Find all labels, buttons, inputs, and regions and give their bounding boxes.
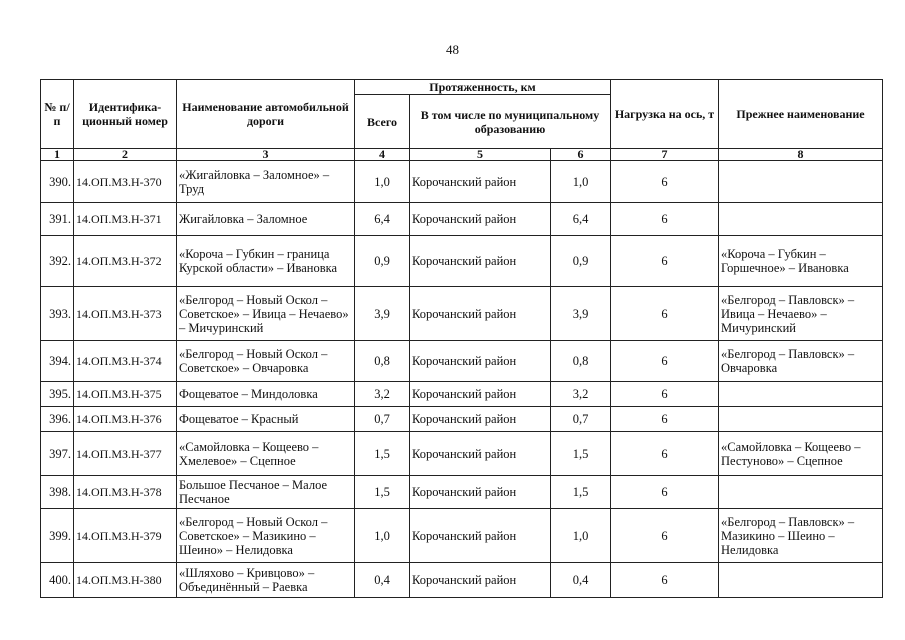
table-body <box>41 161 883 598</box>
road-name: «Белгород – Новый Оскол – Советское» – Овчаровка <box>177 341 355 382</box>
header-prev: Прежнее наименование <box>719 80 883 149</box>
road-name: «Белгород – Новый Оскол – Советское» – Ивица – Нечаево» – Мичуринский <box>177 287 355 341</box>
axle-load: 6 <box>611 432 719 476</box>
axle-load: 6 <box>611 236 719 287</box>
district: Корочанский район <box>410 203 551 236</box>
previous-name: «Белгород – Павловск» – Мазикино – Шеино – Нелидовка <box>719 509 883 563</box>
previous-name <box>719 161 883 203</box>
row-number: 391. <box>41 203 74 236</box>
previous-name: «Короча – Губкин – Горшечное» – Ивановка <box>719 236 883 287</box>
previous-name <box>719 407 883 432</box>
page-number: 48 <box>446 42 459 57</box>
table-header <box>41 80 883 161</box>
row-number: 390. <box>41 161 74 203</box>
road-id: 14.ОП.МЗ.Н-373 <box>74 287 177 341</box>
header-ident: Идентифика-ционный номер <box>74 80 177 149</box>
table-row <box>41 236 883 287</box>
road-name: Фощеватое – Миндоловка <box>177 382 355 407</box>
district: Корочанский район <box>410 407 551 432</box>
col-number: 5 <box>410 149 551 161</box>
total-length: 0,4 <box>355 563 410 598</box>
axle-load: 6 <box>611 509 719 563</box>
district-length: 0,8 <box>551 341 611 382</box>
district-length: 0,7 <box>551 407 611 432</box>
road-name: Жигайловка – Заломное <box>177 203 355 236</box>
district-length: 6,4 <box>551 203 611 236</box>
total-length: 1,5 <box>355 432 410 476</box>
header-name: Наименование автомобильной дороги <box>177 80 355 149</box>
road-name: «Самойловка – Кощеево – Хмелевое» – Сцепное <box>177 432 355 476</box>
road-id: 14.ОП.МЗ.Н-374 <box>74 341 177 382</box>
row-number: 395. <box>41 382 74 407</box>
axle-load: 6 <box>611 382 719 407</box>
total-length: 0,8 <box>355 341 410 382</box>
district-length: 1,5 <box>551 432 611 476</box>
previous-name <box>719 476 883 509</box>
total-length: 3,2 <box>355 382 410 407</box>
row-number: 394. <box>41 341 74 382</box>
axle-load: 6 <box>611 407 719 432</box>
row-number: 398. <box>41 476 74 509</box>
district-length: 3,2 <box>551 382 611 407</box>
col-number: 7 <box>611 149 719 161</box>
col-number: 3 <box>177 149 355 161</box>
roads-table <box>40 79 883 598</box>
district: Корочанский район <box>410 161 551 203</box>
district-length: 1,0 <box>551 161 611 203</box>
road-id: 14.ОП.МЗ.Н-377 <box>74 432 177 476</box>
table-row <box>41 287 883 341</box>
total-length: 6,4 <box>355 203 410 236</box>
header-load: Нагрузка на ось, т <box>611 80 719 149</box>
total-length: 3,9 <box>355 287 410 341</box>
previous-name: «Самойловка – Кощеево – Пестуново» – Сцепное <box>719 432 883 476</box>
column-numbers-row <box>41 149 883 161</box>
road-id: 14.ОП.МЗ.Н-371 <box>74 203 177 236</box>
road-name: «Жигайловка – Заломное» – Труд <box>177 161 355 203</box>
district-length: 3,9 <box>551 287 611 341</box>
total-length: 1,0 <box>355 161 410 203</box>
road-name: «Короча – Губкин – граница Курской области» – Ивановка <box>177 236 355 287</box>
table-row <box>41 203 883 236</box>
col-number: 1 <box>41 149 74 161</box>
header-total: Всего <box>355 95 410 149</box>
district-length: 1,5 <box>551 476 611 509</box>
table-row <box>41 563 883 598</box>
district-length: 1,0 <box>551 509 611 563</box>
row-number: 393. <box>41 287 74 341</box>
header-num: № п/п <box>41 80 74 149</box>
road-name: Фощеватое – Красный <box>177 407 355 432</box>
previous-name <box>719 203 883 236</box>
axle-load: 6 <box>611 341 719 382</box>
row-number: 396. <box>41 407 74 432</box>
axle-load: 6 <box>611 476 719 509</box>
previous-name: «Белгород – Павловск» – Овчаровка <box>719 341 883 382</box>
road-id: 14.ОП.МЗ.Н-370 <box>74 161 177 203</box>
table-row <box>41 432 883 476</box>
col-number: 2 <box>74 149 177 161</box>
row-number: 399. <box>41 509 74 563</box>
district: Корочанский район <box>410 287 551 341</box>
district: Корочанский район <box>410 432 551 476</box>
district: Корочанский район <box>410 563 551 598</box>
row-number: 397. <box>41 432 74 476</box>
road-id: 14.ОП.МЗ.Н-380 <box>74 563 177 598</box>
district-length: 0,4 <box>551 563 611 598</box>
previous-name <box>719 382 883 407</box>
district: Корочанский район <box>410 509 551 563</box>
road-id: 14.ОП.МЗ.Н-375 <box>74 382 177 407</box>
axle-load: 6 <box>611 563 719 598</box>
district: Корочанский район <box>410 236 551 287</box>
header-length: Протяженность, км <box>355 80 611 95</box>
header-incl: В том числе по муниципальному образованию <box>410 95 611 149</box>
road-id: 14.ОП.МЗ.Н-372 <box>74 236 177 287</box>
row-number: 400. <box>41 563 74 598</box>
road-name: Большое Песчаное – Малое Песчаное <box>177 476 355 509</box>
table-row <box>41 341 883 382</box>
table-row <box>41 407 883 432</box>
total-length: 1,5 <box>355 476 410 509</box>
district: Корочанский район <box>410 382 551 407</box>
previous-name: «Белгород – Павловск» – Ивица – Нечаево» – Мичуринский <box>719 287 883 341</box>
axle-load: 6 <box>611 161 719 203</box>
table-row <box>41 509 883 563</box>
district: Корочанский район <box>410 476 551 509</box>
col-number: 4 <box>355 149 410 161</box>
axle-load: 6 <box>611 287 719 341</box>
axle-load: 6 <box>611 203 719 236</box>
previous-name <box>719 563 883 598</box>
total-length: 0,7 <box>355 407 410 432</box>
col-number: 6 <box>551 149 611 161</box>
table-row <box>41 161 883 203</box>
row-number: 392. <box>41 236 74 287</box>
district-length: 0,9 <box>551 236 611 287</box>
total-length: 0,9 <box>355 236 410 287</box>
road-name: «Белгород – Новый Оскол – Советское» – Мазикино – Шеино» – Нелидовка <box>177 509 355 563</box>
road-id: 14.ОП.МЗ.Н-378 <box>74 476 177 509</box>
road-name: «Шляхово – Кривцово» – Объединённый – Раевка <box>177 563 355 598</box>
total-length: 1,0 <box>355 509 410 563</box>
col-number: 8 <box>719 149 883 161</box>
district: Корочанский район <box>410 341 551 382</box>
table-row <box>41 382 883 407</box>
table-row <box>41 476 883 509</box>
road-id: 14.ОП.МЗ.Н-376 <box>74 407 177 432</box>
road-id: 14.ОП.МЗ.Н-379 <box>74 509 177 563</box>
